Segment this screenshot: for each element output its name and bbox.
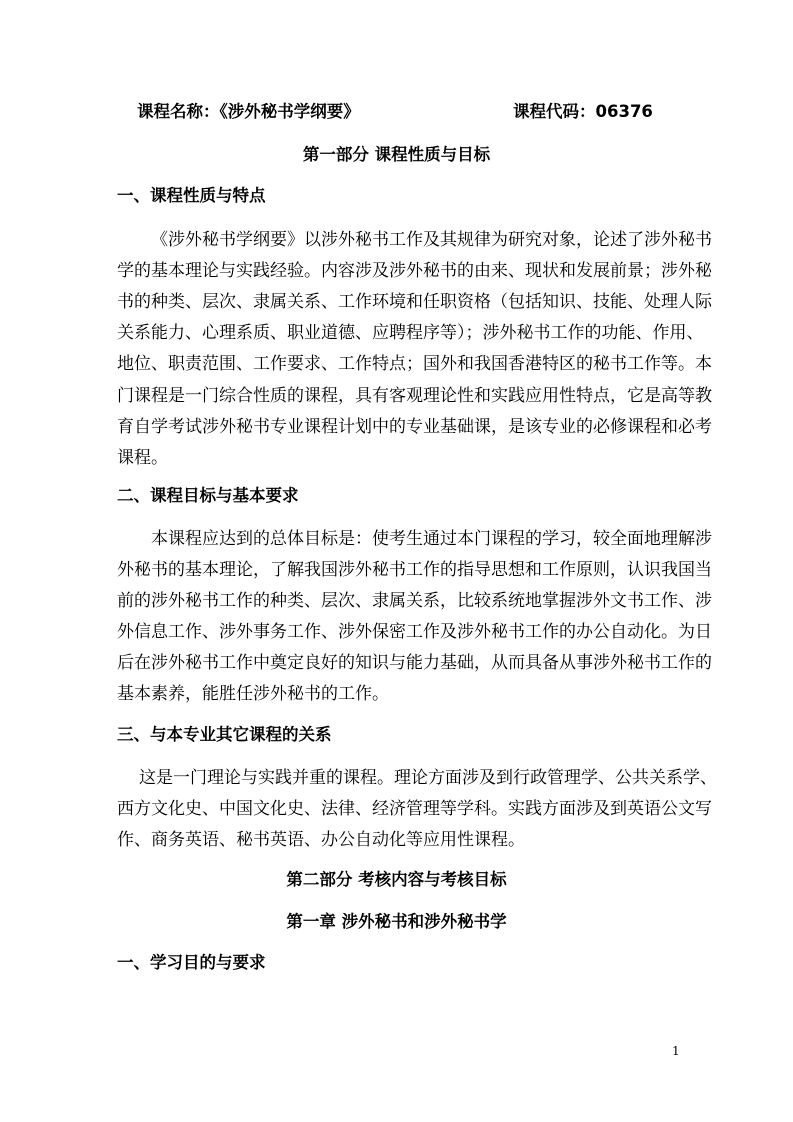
part1-title: 第一部分 课程性质与目标	[302, 145, 491, 164]
section1-line: 课程。	[117, 448, 168, 468]
section1-line: 关系能力、心理系质、职业道德、应聘程序等）；涉外秘书工作的功能、作用、	[117, 323, 704, 343]
section2-heading: 二、课程目标与基本要求	[117, 486, 299, 505]
section2-line: 外信息工作、涉外事务工作、涉外保密工作及涉外秘书工作的办公自动化。为日	[117, 622, 712, 642]
section1-line: 地位、职责范围、工作要求、工作特点；国外和我国香港特区的秘书工作等。本	[117, 354, 712, 374]
chapter-heading: 一、学习目的与要求	[117, 953, 266, 972]
section1-line: 育自学考试涉外秘书专业课程计划中的专业基础课，是该专业的必修课程和必考	[117, 417, 712, 437]
section3-line: 这是一门理论与实践并重的课程。理论方面涉及到行政管理学、公共关系学、	[139, 768, 717, 788]
section2-line: 基本素养，能胜任涉外秘书的工作。	[117, 684, 389, 704]
course-code: 课程代码：06376	[513, 102, 653, 121]
course-name: 课程名称：《涉外秘书学纲要》	[137, 102, 360, 121]
chapter-title: 第一章 涉外秘书和涉外秘书学	[286, 912, 507, 931]
section2-line: 前的涉外秘书工作的种类、层次、隶属关系，比较系统地掌握涉外文书工作、涉	[117, 591, 712, 611]
section3-heading: 三、与本专业其它课程的关系	[117, 725, 332, 744]
section3-line: 西方文化史、中国文化史、法律、经济管理等学科。实践方面涉及到英语公文写	[117, 799, 712, 819]
part2-title: 第二部分 考核内容与考核目标	[286, 870, 507, 889]
section1-line: 《涉外秘书学纲要》以涉外秘书工作及其规律为研究对象，论述了涉外秘书	[151, 230, 712, 250]
section2-line: 外秘书的基本理论，了解我国涉外秘书工作的指导思想和工作原则，认识我国当	[117, 560, 712, 580]
section1-line: 门课程是一门综合性质的课程，具有客观理论性和实践应用性特点，它是高等教	[117, 386, 712, 406]
section1-line: 学的基本理论与实践经验。内容涉及涉外秘书的由来、现状和发展前景；涉外秘	[117, 261, 712, 281]
page-number: 1	[672, 1044, 680, 1058]
section1-heading: 一、课程性质与特点	[117, 186, 266, 205]
section1-line: 书的种类、层次、隶属关系、工作环境和任职资格（包括知识、技能、处理人际	[117, 292, 712, 312]
section2-line: 后在涉外秘书工作中奠定良好的知识与能力基础，从而具备从事涉外秘书工作的	[117, 653, 712, 673]
section3-line: 作、商务英语、秘书英语、办公自动化等应用性课程。	[117, 830, 525, 850]
section2-line: 本课程应达到的总体目标是：使考生通过本门课程的学习，较全面地理解涉	[151, 529, 712, 549]
